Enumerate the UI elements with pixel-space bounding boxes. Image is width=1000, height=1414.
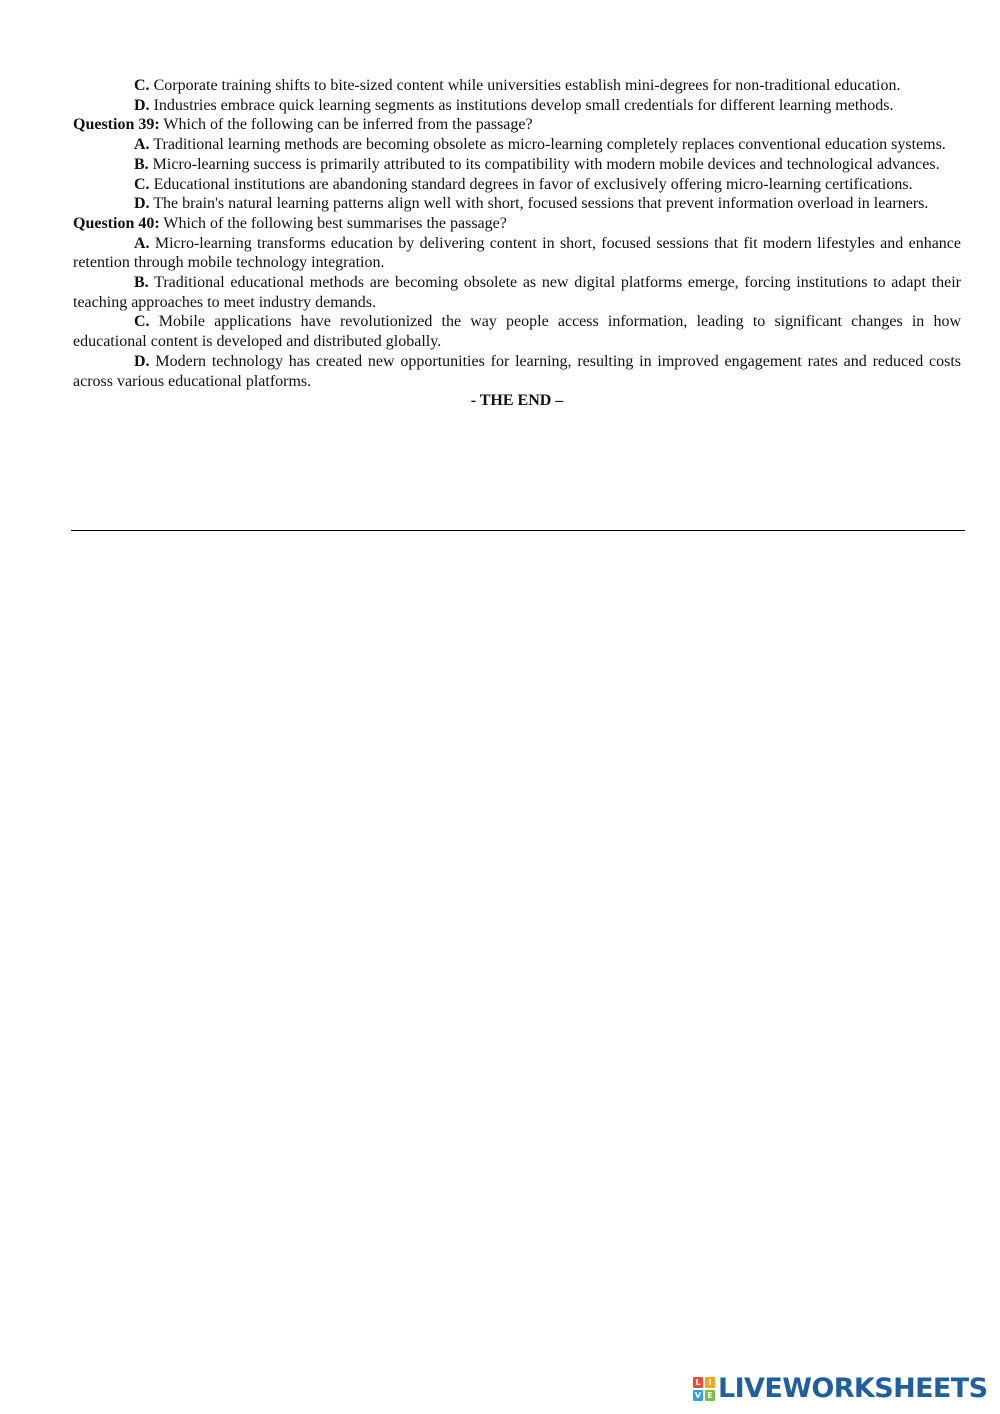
answer-option	[73, 175, 961, 195]
question-prompt	[73, 214, 961, 234]
liveworksheets-wordmark: LIVEWORKSHEETS	[718, 1373, 988, 1404]
logo-tile-i: I	[705, 1377, 715, 1388]
question-number: Question 40:	[73, 214, 160, 232]
option-text: Micro-learning success is primarily attributed to its compatibility with modern mobile devices and technological advances.	[152, 155, 940, 173]
option-letter: D.	[134, 352, 150, 370]
answer-option	[73, 76, 961, 96]
logo-tile-v: V	[694, 1391, 702, 1400]
option-text: Traditional learning methods are becoming obsolete as micro-learning completely replaces conventional education systems.	[153, 136, 946, 154]
liveworksheets-logo[interactable]	[693, 1374, 987, 1404]
option-letter: A.	[134, 234, 150, 252]
option-letter: B.	[134, 274, 149, 292]
answer-option	[73, 234, 961, 273]
option-letter: C.	[134, 175, 150, 193]
option-text: Modern technology has created new opportunities for learning, resulting in improved engagement rates and reduced costs across various educational platforms.	[73, 352, 962, 390]
answer-option	[73, 96, 961, 116]
logo-tile-l: L	[693, 1377, 703, 1388]
option-text: Traditional educational methods are becoming obsolete as new digital platforms emerge, forcing institutions to adapt their teaching approaches to meet industry demands.	[73, 274, 961, 311]
worksheet-page	[73, 76, 961, 411]
option-text: Micro-learning transforms education by delivering content in short, focused sessions that fit modern lifestyles and enhance retention through mobile technology integration.	[73, 234, 962, 272]
end-divider	[71, 530, 965, 531]
question-number: Question 39:	[73, 116, 160, 134]
question-blocks	[73, 76, 961, 391]
option-text: Industries embrace quick learning segments as institutions develop small credentials for different learning methods.	[153, 96, 894, 114]
question-text: Which of the following best summarises the passage?	[163, 214, 507, 232]
option-letter: D.	[134, 195, 150, 213]
option-letter: C.	[134, 77, 150, 94]
option-letter: B.	[134, 155, 149, 173]
option-letter: A.	[134, 136, 150, 154]
option-text: Corporate training shifts to bite-sized content while universities establish mini-degrees for non-traditional education.	[153, 77, 901, 94]
question-text: Which of the following can be inferred from the passage?	[163, 116, 533, 134]
question-prompt	[73, 115, 961, 135]
answer-option	[73, 312, 961, 351]
option-text: Educational institutions are abandoning standard degrees in favor of exclusively offering micro-learning certifications.	[153, 175, 913, 193]
liveworksheets-logo-icon	[693, 1377, 715, 1401]
option-text: Mobile applications have revolutionized the way people access information, leading to significant changes in how educational content is developed and distributed globally.	[73, 313, 962, 351]
option-text: The brain's natural learning patterns align well with short, focused sessions that prevent information overload in learners.	[153, 195, 929, 213]
option-letter: D.	[134, 96, 150, 114]
answer-option	[73, 273, 961, 312]
the-end-marker: - THE END –	[470, 392, 564, 410]
logo-tile-e: E	[705, 1390, 715, 1401]
answer-option	[73, 352, 961, 391]
answer-option	[73, 135, 961, 155]
option-letter: C.	[134, 313, 150, 331]
answer-option	[73, 194, 961, 214]
answer-option	[73, 155, 961, 175]
